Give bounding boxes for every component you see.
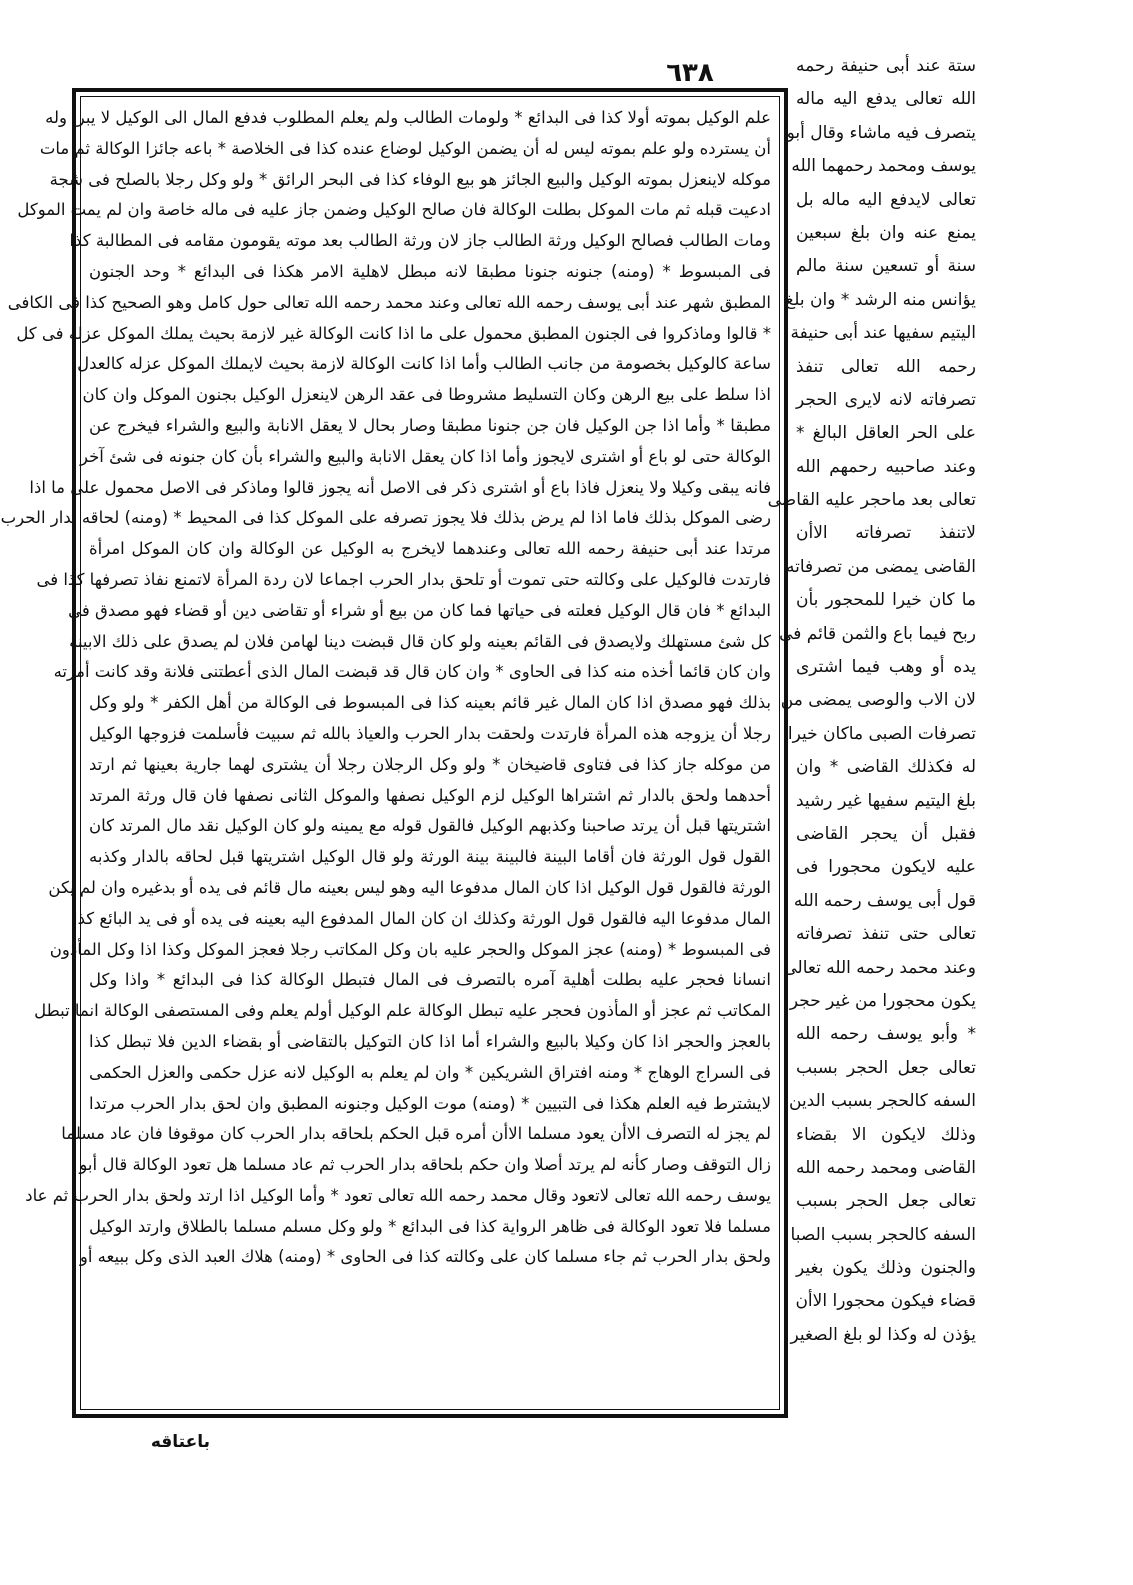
main-text-line: اشتريتها قبل أن يرتد صاحبنا وكذبهم الوكيل فالقول قوله مع يمينه ولو كان الوكيل نقد مال المرتد كان bbox=[89, 816, 771, 836]
margin-text-line: قضاء فيكون محجورا الاأن bbox=[795, 1291, 976, 1312]
main-text-line: الوكالة حتى لو باع أو اشترى لايجوز وأما اذا كان يعقل الانابة والبيع والشراء بأن كان جنونه فى شئ آخر bbox=[79, 446, 771, 466]
margin-text-line: وعند محمد رحمه الله تعالى bbox=[783, 957, 976, 978]
main-text-line: زال التوقف وصار كأنه لم يرتد أصلا وان حكم بلحاقه بدار الحرب ثم عاد مسلما هل تعود الوكالة قال أبو bbox=[79, 1155, 771, 1175]
margin-text-line: والجنون وذلك يكون بغير bbox=[796, 1258, 976, 1279]
main-text-line: المطبق شهر عند أبى يوسف رحمه الله تعالى وعند محمد رحمه الله تعالى حول كامل وهو الصحيح كذا فى الكافى bbox=[7, 292, 771, 312]
margin-text-line: على الحر العاقل البالغ * bbox=[796, 423, 976, 444]
margin-text-line: السفه كالحجر بسبب الدين bbox=[789, 1091, 976, 1112]
margin-text-line: يوسف ومحمد رحمهما الله bbox=[791, 156, 976, 177]
main-text-line: ادعيت قبله ثم مات الموكل بطلت الوكالة فان صالح الوكيل وضمن جاز عليه فى ماله خاصة وان لم يمت الموكل bbox=[17, 200, 771, 220]
main-text-line: كل شئ مستهلك ولايصدق فى القائم بعينه ولو كان قال قبضت دينا لهامن فلان لم يصدق على ذلك الابينة bbox=[69, 631, 771, 651]
margin-text-line: لاتنفذ تصرفاته الاأن bbox=[796, 523, 976, 544]
main-text-line: البدائع * فان قال الوكيل فعلته فى حياتها فما كان من بيع أو شراء أو تقاضى دين أو قضاء فهو مصدق فى bbox=[68, 600, 771, 620]
margin-text-line: تعالى جعل الحجر بسبب bbox=[796, 1057, 976, 1078]
main-text-line: المال مدفوعا اليه فالقول قول الورثة وكذلك ان كان المال المدفوع اليه بعينه فى يده أو فى يد البائع كذا bbox=[72, 908, 771, 928]
main-text-line: فى السراج الوهاج * ومنه افتراق الشريكين * وان لم يعلم به الوكيل لانه عزل حكمى والعزل الحكمى bbox=[89, 1062, 771, 1082]
margin-text-line: يده أو وهب فيما اشترى bbox=[796, 657, 976, 678]
margin-text-line: ربح فيما باع والثمن قائم فى bbox=[779, 623, 976, 644]
main-text-line: أن يسترده ولو علم بموته ليس له أن يضمن الوكيل لوضاع عنده كذا فى الخلاصة * باعه جائزا الوكالة ثم مات bbox=[39, 138, 771, 158]
margin-text-line: سنة أو تسعين سنة مالم bbox=[796, 256, 976, 277]
main-text-line: اذا سلط على بيع الرهن وكان التسليط مشروطا فى عقد الرهن لاينعزل الوكيل بجنون الموكل وان كان bbox=[82, 385, 771, 405]
margin-text-line: لان الاب والوصى يمضى من bbox=[780, 690, 976, 711]
main-text-line: مطبقا * وأما اذا جن الوكيل فان جن جنونا مطبقا وصار بحال لا يعقل الانابة والبيع والشراء فيخرج عن bbox=[89, 415, 771, 435]
margin-text-line: يتصرف فيه ماشاء وقال أبو bbox=[786, 122, 976, 143]
main-text-line: يوسف رحمه الله تعالى لاتعود وقال محمد رحمه الله تعالى تعود * وأما الوكيل اذا ارتد ولحق بدار الحرب ثم عاد bbox=[25, 1185, 771, 1205]
margin-text-line: له فكذلك القاضى * وان bbox=[796, 757, 976, 778]
main-text-line: انسانا فحجر عليه بطلت أهلية آمره بالتصرف فى المال فتبطل الوكالة كذا فى البدائع * واذا وكل bbox=[89, 970, 771, 990]
main-text-line: بذلك فهو مصدق اذا كان المال غير قائم بعينه كذا فى المبسوط فى الوكالة من أهل الكفر * ولو وكل bbox=[89, 693, 771, 713]
main-text-body bbox=[0, 96, 780, 1410]
margin-text-line: يمنع عنه وان بلغ سبعين bbox=[796, 222, 976, 243]
margin-text-line: القاضى ومحمد رحمه الله bbox=[796, 1157, 976, 1178]
main-text-line: وان كان قائما أخذه منه كذا فى الحاوى * وان كان قال قد قبضت المال الذى أعطتنى فلانة وقد كانت أمرته bbox=[53, 662, 771, 682]
page-number: ٦٣٨ bbox=[666, 58, 714, 88]
margin-text-line: وذلك لايكون الا بقضاء bbox=[796, 1124, 976, 1145]
main-text-line: رضى الموكل بذلك فاما اذا لم يرض بذلك فلا يجوز تصرفه على الموكل كذا فى المحيط * (ومنه) لحاقه بدار الحرب bbox=[0, 508, 771, 528]
catchword: باعتاقه bbox=[150, 1432, 210, 1452]
main-text-line: ومات الطالب فصالح الوكيل ورثة الطالب جاز لان ورثة الطالب بعد موته يقومون مقامه فى المطالبة كذا bbox=[69, 231, 771, 251]
margin-text-line: يؤانس منه الرشد * وان بلغ bbox=[785, 289, 976, 310]
main-text-line: فانه يبقى وكيلا ولا ينعزل فاذا باع أو اشترى ذكر فى الاصل أنه يجوز قالوا وماذكر فى الاصل محمول على ما اذا bbox=[29, 477, 771, 497]
margin-text-line: بلغ اليتيم سفيها غير رشيد bbox=[796, 790, 976, 811]
margin-text-line: اليتيم سفيها عند أبى حنيفة bbox=[790, 323, 976, 344]
margin-text-line: عليه لايكون محجورا فى bbox=[796, 857, 976, 878]
margin-commentary-column bbox=[767, 50, 976, 1490]
margin-text-line: * وأبو يوسف رحمه الله bbox=[796, 1024, 976, 1045]
margin-text-line: ما كان خيرا للمحجور بأن bbox=[796, 590, 976, 611]
main-text-line: مسلما فلا تعود الوكالة فى ظاهر الرواية كذا فى البدائع * ولو وكل مسلم مسلما بالطلاق وارتد الوكيل bbox=[89, 1216, 771, 1236]
main-text-line: ساعة كالوكيل بخصومة من جانب الطالب وأما اذا كانت الوكالة لازمة بحيث لايملك الموكل عزله كالعدل bbox=[77, 354, 771, 374]
main-text-line: من موكله جاز كذا فى فتاوى قاضيخان * ولو وكل الرجلان رجلا أن يشترى لهما جارية بعينها ثم ارتد bbox=[89, 754, 771, 774]
main-text-line: أحدهما ولحق بالدار ثم اشتراها الوكيل لزم الوكيل نصفها والموكل الثانى نصفها فان قال ورثة المرتد bbox=[89, 785, 771, 805]
margin-text-line: تعالى حتى تنفذ تصرفاته bbox=[796, 924, 976, 945]
main-text-line: القول قول الورثة فان أقاما البينة فالبينة بينة الورثة ولو قال الوكيل اشتريتها قبل لحاقه بالدار وكذبه bbox=[89, 847, 771, 867]
main-text-line: فى المبسوط * (ومنه) جنونه جنونا مطبقا لانه مبطل لاهلية الامر هكذا فى البدائع * وحد الجنون bbox=[89, 261, 771, 281]
margin-text-line: فقبل أن يحجر القاضى bbox=[796, 823, 976, 844]
margin-text-line: يؤذن له وكذا لو بلغ الصغير bbox=[790, 1324, 976, 1345]
main-text-line: الورثة فالقول قول الوكيل اذا كان المال مدفوعا اليه وهو ليس بعينه مال قائم فى يده أو بدغيره وان لم يكن bbox=[48, 877, 771, 897]
main-text-frame bbox=[0, 88, 788, 1418]
main-text-line: * قالوا وماذكروا فى الجنون المطبق محمول على ما اذا كانت الوكالة غير لازمة بحيث يملك الموكل عزله فى كل bbox=[16, 323, 771, 343]
margin-text-line: رحمه الله تعالى تنفذ bbox=[796, 356, 976, 377]
margin-text-line: ستة عند أبى حنيفة رحمه bbox=[796, 56, 976, 76]
main-text-line: موكله لاينعزل بموته الوكيل والبيع الجائز هو بيع الوفاء كذا فى البحر الرائق * ولو وكل رجلا بالصلح فى شجة bbox=[49, 169, 771, 189]
margin-text-line: تصرفاته لانه لايرى الحجر bbox=[796, 389, 976, 410]
main-text-line: علم الوكيل بموته أولا كذا فى البدائع * ولومات الطالب ولم يعلم المطلوب فدفع المال الى الوكيل لا يبرأ وله bbox=[45, 108, 771, 127]
main-text-line: لم يجز له التصرف الاأن يعود مسلما الاأن أمره قبل الحكم بلحاقه بدار الحرب كان موقوفا فان عاد مسلما bbox=[61, 1124, 771, 1144]
main-text-line: المكاتب ثم عجز أو المأذون فحجر عليه تبطل الوكالة علم الوكيل أولم يعلم وفى المستصفى الوكالة انما تبطل bbox=[34, 1001, 771, 1021]
margin-text-line: تصرفات الصبى ماكان خيرا bbox=[787, 723, 976, 744]
main-text-line: مرتدا عند أبى حنيفة رحمه الله تعالى وعندهما لايخرج به الوكيل عن الوكالة وان كان الموكل امرأة bbox=[89, 539, 771, 559]
main-text-line: بالعجز والحجر اذا كان وكيلا بالبيع والشراء أما اذا كان التوكيل بالتقاضى أو بقضاء الدين فلا تبطل كذا bbox=[89, 1031, 771, 1051]
margin-text-line: تعالى بعد ماحجر عليه القاضى bbox=[767, 490, 976, 511]
main-text-line: رجلا أن يزوجه هذه المرأة فارتدت ولحقت بدار الحرب والعياذ بالله ثم سبيت فأسلمت فزوجها الوكيل bbox=[89, 723, 771, 743]
margin-text-line: الله تعالى يدفع اليه ماله bbox=[796, 89, 976, 110]
margin-text-line: قول أبى يوسف رحمه الله bbox=[793, 890, 976, 911]
margin-text-line: تعالى لايدفع اليه ماله بل bbox=[796, 189, 976, 210]
margin-text-line: يكون محجورا من غير حجر bbox=[789, 990, 976, 1011]
main-text-line: ولحق بدار الحرب ثم جاء مسلما كان على وكالته كذا فى الحاوى * (ومنه) هلاك العبد الذى وكل ببيعه أو bbox=[79, 1247, 771, 1267]
margin-text-line: السفه كالحجر بسبب الصبا bbox=[790, 1224, 976, 1245]
main-text-line: فى المبسوط * (ومنه) عجز الموكل والحجر عليه بان وكل المكاتب رجلا فعجز الموكل وكذا اذا وكل المأذون bbox=[49, 939, 771, 959]
margin-text-line: وعند صاحبيه رحمهم الله bbox=[796, 456, 976, 477]
margin-text-line: القاضى يمضى من تصرفاته bbox=[785, 556, 976, 577]
margin-text-line: تعالى جعل الحجر بسبب bbox=[796, 1191, 976, 1212]
main-text-line: فارتدت فالوكيل على وكالته حتى تموت أو تلحق بدار الحرب اجماعا لان ردة المرأة لاتمنع نفاذ تصرفها كذا فى bbox=[36, 569, 771, 589]
main-text-line: لايشترط فيه العلم هكذا فى التبيين * (ومنه) موت الوكيل وجنونه المطبق وان لحق بدار الحرب مرتدا bbox=[89, 1093, 771, 1113]
